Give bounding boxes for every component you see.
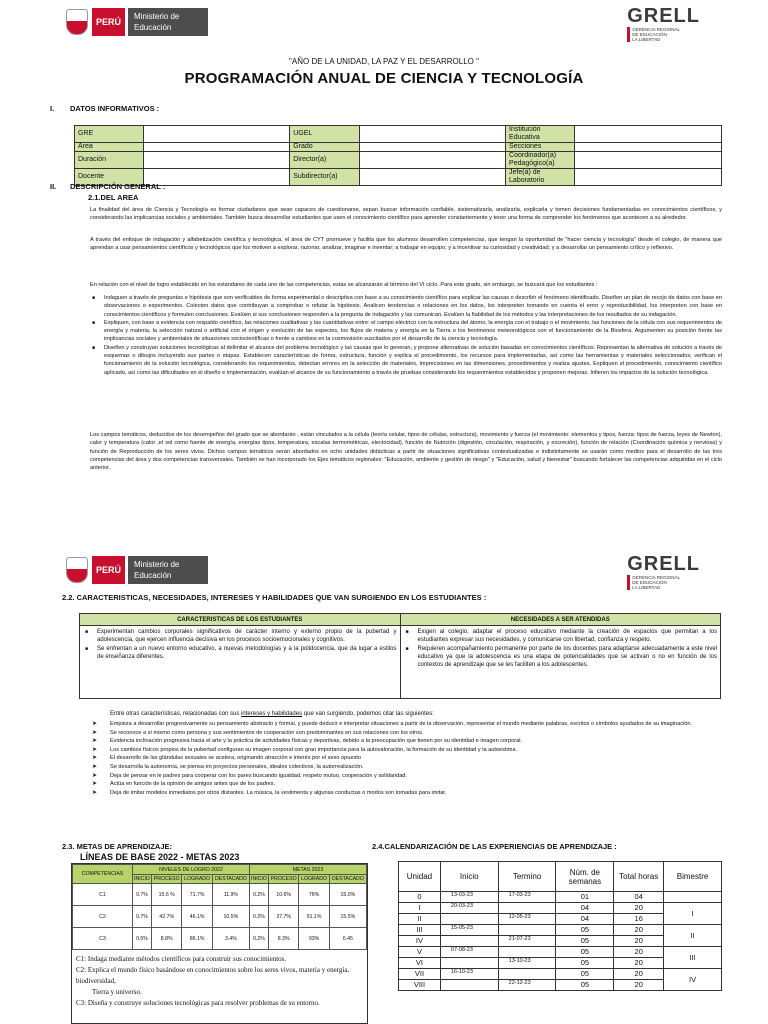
table-header: Inicio: [440, 862, 498, 892]
table-header: Total horas: [614, 862, 664, 892]
table-cell: [498, 947, 556, 958]
info-value: [575, 152, 722, 169]
list-item: ➤ Deja de pensar en le padres para cooperar con los pares buscando igualdad, respeto mutuo, cooperación y solidaridad.: [92, 772, 702, 781]
area-paragraph-2: A través del enfoque de indagación y alfabetización científica y tecnológica, el área de CYT promueve y facilita que los alumnos desarrollen competencias, que tengan la oportunidad de "hacer ciencia y tecnología" desde el colegio, de manera que aprendan a usar pensamientos científicos y tecnológicos que los motiven a explorar, razonar, analizar, imaginar e inventar; a trabajar en equipo; y a incentivar su curiosidad y creatividad; y a desarrollar un pensamiento crítico y reflexivo.: [90, 237, 722, 252]
table-cell: 51.1%: [299, 906, 329, 928]
table-cell: 46.1%: [182, 906, 212, 928]
grell-wordmark: GRELL: [627, 553, 700, 575]
table-header: CARACTERISTICAS DE LOS ESTUDIANTES: [80, 614, 401, 626]
table-cell: VI: [399, 958, 441, 969]
page-title: PROGRAMACIÓN ANUAL DE CIENCIA Y TECNOLOGÍA: [184, 70, 584, 87]
calendar-table: [398, 861, 722, 991]
table-cell: 86.1%: [182, 928, 212, 950]
table-cell: IV: [399, 936, 441, 947]
table-cell: C2: [73, 906, 133, 928]
table-cell: [440, 980, 498, 991]
subsection-2-1: 2.1.DEL AREA: [88, 193, 139, 202]
other-characteristics-intro: Entre otras características, relacionadas con sus intereses y habilidades que van surgiendo, podemos citar las siguientes:: [110, 711, 434, 717]
section1-heading: DATOS INFORMATIVOS :: [70, 104, 160, 113]
area-paragraph-1: La finalidad del área de Ciencia y Tecnología es formar ciudadanos que sean capaces de cuestionarse, sepan buscar información confiable, sistematizarla, analizarla, explicarla y tomen decisiones fundamentadas en conocimientos científicos, y considerando las implicancias sociales y ambientales. También busca desarrollar estudiantes que usen el conocimiento científico para aprender constantemente y tener una forma de comprender los fenómenos que acontecen a su alrededor.: [90, 207, 722, 222]
table-row: [75, 126, 722, 143]
table-row: [399, 925, 722, 936]
table-cell: 3.4%: [212, 928, 249, 950]
table-cell: 42.7%: [152, 906, 182, 928]
table-header: Termino: [498, 862, 556, 892]
peru-label: PERÚ: [92, 556, 125, 584]
table-subheader: DESTACADO: [212, 875, 249, 884]
subsection-2-2: 2.2. CARACTERISTICAS, NECESIDADES, INTERESES Y HABILIDADES QUE VAN SURGIENDO EN LOS ESTUDIANTES :: [62, 593, 487, 602]
info-label: Coordinador(a) Pedagógico(a): [506, 152, 575, 169]
table-cell: 0.2%: [249, 906, 268, 928]
info-value: [359, 126, 506, 143]
ministry-label: Ministerio de Educación: [128, 8, 208, 36]
table-cell: [440, 958, 498, 969]
table-cell: [498, 925, 556, 936]
list-item: ➤ Evidencia inclinación progresiva hacia el arte y la práctica de actividades físicas y deportivas, debido a la preocupación que tienen por su identidad e imagen corporal.: [92, 737, 702, 746]
table-cell: 93%: [299, 928, 329, 950]
table-header: Bimestre: [664, 862, 722, 892]
info-label: Grado: [290, 143, 359, 152]
table-row: [399, 903, 722, 914]
table-header: Núm. de semanas: [556, 862, 614, 892]
info-value: [575, 143, 722, 152]
table-cell: 0.7%: [133, 884, 152, 906]
list-item: ➤ Se desarrolla la autonomía, se piensa en proyectos personales, ideales colectivos, la autorrealización.: [92, 763, 702, 772]
table-subheader: DESTACADO: [329, 875, 366, 884]
table-row: [399, 969, 722, 980]
table-row: [75, 169, 722, 186]
table-header: Unidad: [399, 862, 441, 892]
list-item: ➤ Se reconoce a sí mismo como persona y sus sentimientos de cooperación son predominantes en sus relaciones con los otros.: [92, 729, 702, 738]
table-cell: 15.6 %: [152, 884, 182, 906]
list-item: ■ Se enfrentan a un nuevo entorno educativo, a nuevas metodologías y a la polidocencia, que da lugar a estilos de enseñanza diferentes.: [83, 645, 397, 662]
area-paragraph-3: En relación con el nivel de logro establecido en los estándares de cada uno de las competencias, estas se alcanzarán al término del VI ciclo. Para este grado, sin embargo, se buscará que los estudiantes :: [90, 282, 598, 288]
table-cell: 17-03-23: [498, 892, 556, 903]
table-cell: 20: [614, 958, 664, 969]
list-item: ➤ El desarrollo de las glándulas sexuales se acelera, originando atracción e interés por el sexo opuesto: [92, 754, 702, 763]
table-subheader: INICIO: [251, 876, 267, 882]
page2-header: [0, 548, 768, 594]
bimestre-cell: II: [664, 925, 722, 947]
table-header: COMPETENCIAS: [73, 865, 133, 884]
table-cell: 0.5%: [133, 928, 152, 950]
info-label: GRE: [75, 126, 144, 143]
table-subheader: PROCESO: [268, 875, 298, 884]
list-item: ■ Exigen al colegio, adaptar el proceso educativo mediante la creación de espacios que permitan a los estudiantes expresar sus necesidades, y comunicarse con libertad, confianza y respeto.: [404, 628, 718, 645]
list-item: ■ Requieren acompañamiento permanente por parte de los docentes para adaptarse adecuadamente a este nivel educativo ya que la adolescencia es una etapa de potencialidades que se activan o no en función de los contextos de aprendizaje que se les faciliten a los adolescentes.: [404, 645, 718, 670]
info-label: Secciones: [506, 143, 575, 152]
peru-ministry-logo: [66, 8, 208, 36]
list-item: ■ Experimentan cambios corporales significativos de carácter interno y externo propio de la pubertad y adolescencia, que ejercen influencia decisiva en los procesos socioemocionales y cognitivos.: [83, 628, 397, 645]
table-subheader: LOGRADO: [182, 875, 212, 884]
table-cell: VII: [399, 969, 441, 980]
info-label: Director(a): [290, 152, 359, 169]
table-cell: 15-05-23: [440, 925, 498, 936]
table-cell: 01: [556, 892, 614, 903]
table-cell: 05: [556, 947, 614, 958]
list-item: ■ Indaguen a través de preguntas e hipótesis que son verificables de forma experimental o descriptiva con base a su conocimiento científico para explicar las causas o describir el fenómeno identificado. Diseñen un plan de recojo de datos con base en observaciones o experimentos. Colecten datos que contribuyan a comprobar o refutar la hipótesis. Analicen tendencias o relaciones en los datos, los interpreten tomando en cuenta el error y reproducibilidad, los interpreten con base en conocimientos científicos y formulen conclusiones. Evalúen si sus conclusiones responden a la pregunta de indagación y las comunican. Evalúen la fiabilidad de los métodos y las interpretaciones de los resultados de su indagación.: [90, 294, 722, 319]
subsection-2-3: 2.3. METAS DE APRENDIZAJE:: [62, 842, 173, 851]
table-cell: 04: [614, 892, 664, 903]
table-cell: 0.7%: [133, 906, 152, 928]
table-cell: 07-08-23: [440, 947, 498, 958]
table-row: [75, 152, 722, 169]
table-header: NECESIDADES A SER ATENDIDAS: [400, 614, 721, 626]
grell-logo: [627, 554, 700, 590]
info-value: [359, 143, 506, 152]
year-motto: "AÑO DE LA UNIDAD, LA PAZ Y EL DESARROLLO ": [289, 57, 479, 66]
table-cell: 10.6%: [268, 884, 298, 906]
table-cell: 16: [614, 914, 664, 925]
table-row: [73, 884, 367, 906]
table-cell: C1: [73, 884, 133, 906]
table-cell: 0.2%: [249, 928, 268, 950]
goals-list: [90, 294, 722, 377]
table-cell: 13-10-23: [498, 958, 556, 969]
grell-subtitle: GERENCIA REGIONAL DE EDUCACIÓN LA LIBERTAD: [627, 27, 700, 42]
grell-wordmark: GRELL: [627, 5, 700, 27]
info-label: Duración: [75, 152, 144, 169]
list-item: ➤ Los cambios físicos propios de la pubertad configuran su imagen corporal con gran importancia para la autovaloración, la formación de su identidad y la autoestima.: [92, 746, 702, 755]
peru-label: PERÚ: [92, 8, 125, 36]
table-cell: [498, 969, 556, 980]
info-label: Docente: [75, 169, 144, 186]
list-item: ■ Diseñen y construyan soluciones tecnológicas al delimitar el alcance del problema tecnológico y las causas que lo generan, y propone alternativas de solución basadas en conocimientos científicos. Representan la alternativa de solución a través de esquemas o dibujos incluyendo sus partes o etapas. Establecen características de forma, estructura, función y explica el procedimiento, los recursos para implementarlas, así como las herramientas y materiales seleccionados; verifican el funcionamiento de la solución tecnológica, considerando los requerimientos, detectan errores en la selección de materiales, imprecisiones en las dimensiones, procedimientos y realiza ajustes. Expliquen el procedimiento, conocimiento científico aplicado, así como las dificultades en el diseño e implementación, evalúan el alcance de su funcionamiento a través de pruebas considerando los requerimientos establecidos y proponen mejoras. Infieren los impactos de la solución tecnológica.: [90, 344, 722, 377]
table-subheader: PROCESO: [152, 875, 182, 884]
table-cell: VIII: [399, 980, 441, 991]
table-cell: 10.5%: [212, 906, 249, 928]
table-cell: 15.5%: [329, 906, 366, 928]
info-label: UGEL: [290, 126, 359, 143]
page1-header: [0, 0, 768, 46]
info-value: [359, 169, 506, 186]
list-item: ➤ Deja de imitar modelos inmediatos por otros distantes. La música, la vestimenta y algunas conductas o modos son tomadas para imitar.: [92, 789, 702, 798]
table-cell: II: [399, 914, 441, 925]
table-cell: [440, 914, 498, 925]
needs-cell: [400, 626, 721, 699]
table-row: [399, 892, 722, 903]
table-cell: 05: [556, 958, 614, 969]
needs-table: [79, 613, 721, 699]
table-cell: 6.45: [329, 928, 366, 950]
table-subheader: INICIO: [134, 876, 150, 882]
table-cell: 20: [614, 903, 664, 914]
table-cell: C3: [73, 928, 133, 950]
grell-logo: [627, 6, 700, 42]
section2-heading: DESCRIPCIÓN GENERAL :: [70, 182, 166, 191]
info-value: [575, 169, 722, 186]
info-label: Jefe(a) de Laboratorio: [506, 169, 575, 186]
table-cell: 05: [556, 925, 614, 936]
table-cell: 0: [399, 892, 441, 903]
section2-number: II.: [50, 182, 57, 191]
info-label: Subdirector(a): [290, 169, 359, 186]
grell-subtitle: GERENCIA REGIONAL DE EDUCACIÓN LA LIBERTAD: [627, 575, 700, 590]
subsection-2-4: 2.4.CALENDARIZACIÓN DE LAS EXPERIENCIAS DE APRENDIZAJE :: [372, 842, 617, 851]
table-cell: 8.8%: [152, 928, 182, 950]
metas-table: [72, 864, 367, 950]
table-row: [73, 906, 367, 928]
table-header: NIVELES DE LOGRO 2022: [133, 865, 250, 875]
bimestre-cell: I: [664, 903, 722, 925]
table-cell: [440, 936, 498, 947]
table-cell: 71.7%: [182, 884, 212, 906]
competencies-legend: C1: Indaga mediante métodos científicos para construir sus conocimientos. C2: Explica el mundo físico basándose en conocimientos sobre los seres vivos, materia y energía, biodiversidad, Tierra y universo. C3: Diseña y construye soluciones tecnológicas para resolver problemas de su entorno.: [76, 955, 350, 1007]
table-cell: 13-03-23: [440, 892, 498, 903]
table-cell: 12-05-23: [498, 914, 556, 925]
table-cell: 11.9%: [212, 884, 249, 906]
table-cell: 05: [556, 980, 614, 991]
table-header: METAS 2023: [249, 865, 366, 875]
info-label: Institución Educativa: [506, 126, 575, 143]
table-cell: 05: [556, 936, 614, 947]
info-table: [74, 125, 722, 186]
peru-shield-icon: [66, 9, 88, 35]
ministry-label: Ministerio de Educación: [128, 556, 208, 584]
list-item: ➤ Empieza a desarrollar progresivamente su pensamiento abstracto y formal, y puede deducir e interpretar situaciones a partir de la observación, representar el mundo mediante palabras, escritos o símbolos ayudados de su imaginación.: [92, 720, 702, 729]
table-row: [399, 947, 722, 958]
info-value: [143, 152, 290, 169]
characteristics-cell: [80, 626, 401, 699]
section1-number: I.: [50, 104, 55, 113]
table-cell: 37.7%: [268, 906, 298, 928]
table-cell: 20: [614, 980, 664, 991]
info-value: [143, 143, 290, 152]
info-value: [359, 152, 506, 169]
peru-ministry-logo: [66, 556, 208, 584]
table-cell: 76%: [299, 884, 329, 906]
table-row: [75, 143, 722, 152]
bimestre-cell: [664, 892, 722, 903]
metas-subtitle: LÍNEAS DE BASE 2022 - METAS 2023: [80, 852, 240, 862]
other-characteristics-list: [92, 720, 702, 797]
metas-panel: [71, 863, 368, 1024]
peru-shield-icon: [66, 557, 88, 583]
table-cell: V: [399, 947, 441, 958]
table-cell: 20-03-23: [440, 903, 498, 914]
bimestre-cell: III: [664, 947, 722, 969]
table-cell: [498, 903, 556, 914]
table-row: [73, 928, 367, 950]
list-item: ■ Expliquen, con base a evidencia con respaldo científico, las relaciones cualitativas y las cuantitativas entre: el campo eléctrico con la estructura del átomo, la energía con el trabajo o el movimiento, las funciones de la célula con sus requerimientos de energía y materia, la selección natural o artificial con el origen y evolución de las especies, los flujos de materia y energía en la Tierra o los fenómenos meteorológicos con el funcionamiento de la Biosfera. Argumenten su posición frente las implicancias sociales y ambientales de situaciones sociocientíficas o frente a cambios en la cosmovisión suscitados por el desarrollo de la ciencia y tecnología.: [90, 319, 722, 344]
list-item: ➤ Actúa en función de la opinión de amigos antes que de los padres.: [92, 780, 702, 789]
table-cell: 20: [614, 936, 664, 947]
table-cell: 15.0%: [329, 884, 366, 906]
table-cell: 21-07-23: [498, 936, 556, 947]
table-subheader: LOGRADO: [299, 875, 329, 884]
info-label: Area: [75, 143, 144, 152]
info-value: [575, 126, 722, 143]
info-value: [143, 126, 290, 143]
table-cell: 05: [556, 969, 614, 980]
table-cell: 20: [614, 925, 664, 936]
table-cell: 20: [614, 947, 664, 958]
table-cell: 22-12-23: [498, 980, 556, 991]
table-cell: 20: [614, 969, 664, 980]
table-cell: 0.2%: [249, 884, 268, 906]
area-paragraph-4: Los campos temáticos, deducidos de los desempeños del grado que se abordarán , están vinculados a la célula (teoría celular, tipos de células, estructura), movimiento y fuerza (el movimiento: elementos y tipos, fuerza: tipos de fuerza, leyes de Newton), calor y temperatura (calor ,el sol como fuente de energía, energías tipos, temperatura, escalas termométricas, electricidad), función de Nutrición (digestión, circulación, respiración, y excreción), función de relación (Coordinación química y nerviosa) y función de Reproducción de los seres vivos. Dichos campos temáticos serán abordados en ocho unidades didácticas a partir de situaciones significativas contextualizadas e indistintamente se usarán como medios para el desarrollo de las tres competencias del área y dos competencias transversales. También se han incorporado los Ejes temáticos regionales: "Educación, ambiente y gestión de riesgo" y "Educación, salud y bienestar" buscando fortalecer las competencias adquiridas en el ciclo anterior.: [90, 432, 722, 472]
table-cell: I: [399, 903, 441, 914]
table-cell: 04: [556, 914, 614, 925]
table-cell: 8.3%: [268, 928, 298, 950]
table-cell: 04: [556, 903, 614, 914]
bimestre-cell: IV: [664, 969, 722, 991]
table-cell: III: [399, 925, 441, 936]
table-cell: 16-10-23: [440, 969, 498, 980]
